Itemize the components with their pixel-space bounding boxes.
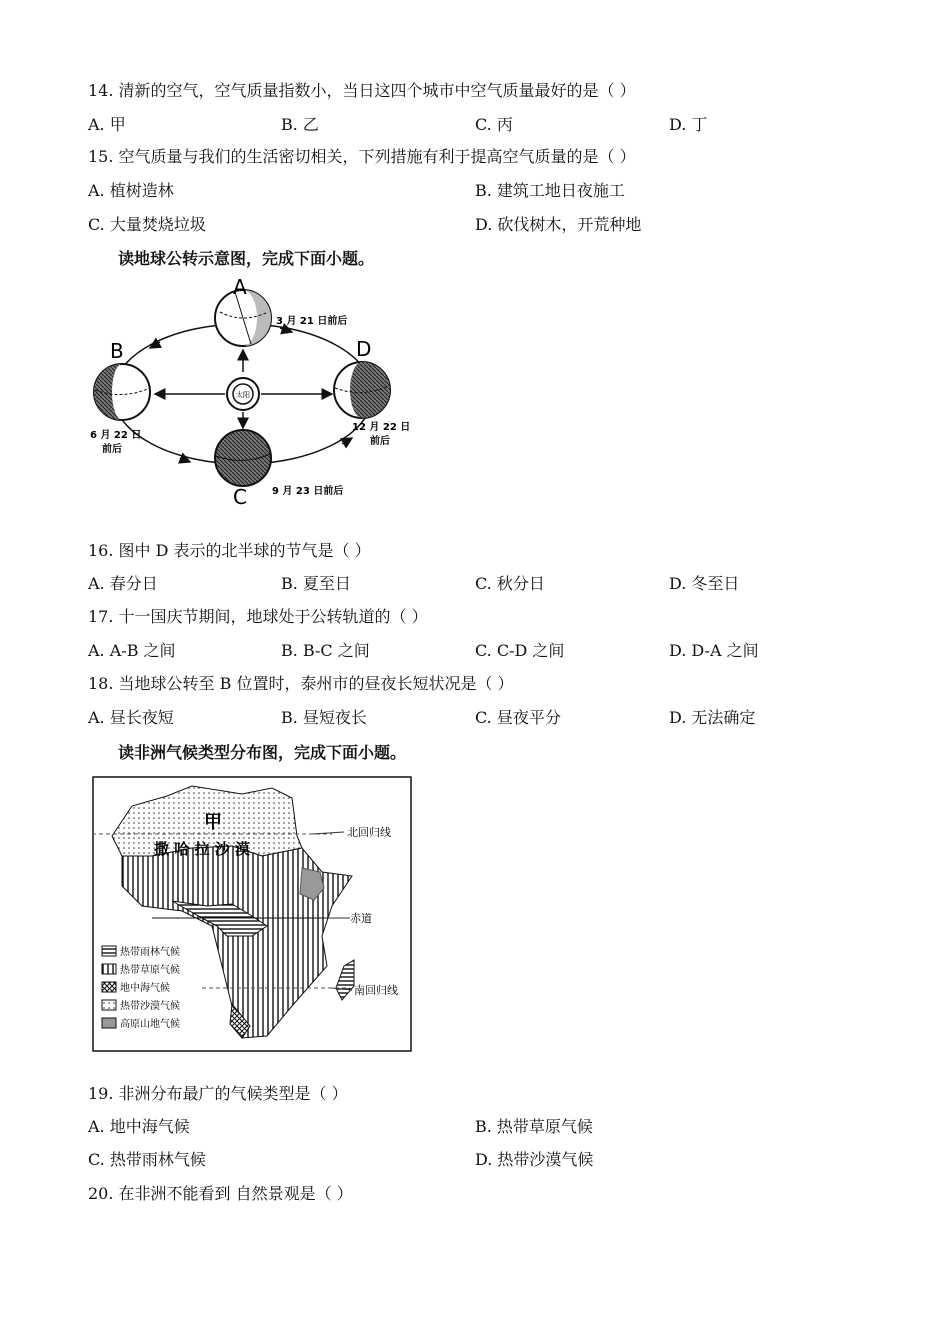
q14-option-b: B. 乙	[281, 115, 319, 134]
q16-option-b: B. 夏至日	[281, 574, 351, 593]
q14-option-a: A. 甲	[88, 115, 126, 134]
q16-option-c: C. 秋分日	[475, 574, 545, 593]
label-b: B	[110, 339, 124, 363]
label-d: D	[356, 337, 372, 361]
date-d-2: 前后	[370, 436, 390, 447]
date-b-1: 6 月 22 日	[90, 430, 142, 441]
q19-option-b: B. 热带草原气候	[475, 1117, 593, 1136]
q18-option-b: B. 昼短夜长	[281, 708, 367, 727]
q18-option-a: A. 昼长夜短	[88, 708, 174, 727]
label-tropic-south: 南回归线	[354, 984, 398, 997]
q19-option-a: A. 地中海气候	[88, 1117, 190, 1136]
q16-stem: 16. 图中 D 表示的北半球的节气是（ ）	[88, 541, 371, 560]
q18-stem: 18. 当地球公转至 B 位置时，泰州市的昼夜长短状况是（ ）	[88, 674, 514, 693]
label-c: C	[233, 485, 247, 509]
q18-option-d: D. 无法确定	[669, 708, 756, 727]
q20-stem: 20. 在非洲不能看到 自然景观是（ ）	[88, 1184, 353, 1203]
q19-stem: 19. 非洲分布最广的气候类型是（ ）	[88, 1084, 348, 1103]
q17-option-c: C. C-D 之间	[475, 641, 565, 660]
date-a: 3 月 21 日前后	[276, 316, 348, 327]
q17-stem: 17. 十一国庆节期间，地球处于公转轨道的（ ）	[88, 607, 428, 626]
legend-3: 地中海气候	[120, 983, 170, 994]
q14-option-c: C. 丙	[475, 115, 513, 134]
earth-b-icon	[94, 364, 150, 420]
orbit-figure	[80, 272, 430, 512]
q15-option-a: A. 植树造林	[88, 181, 174, 200]
sun-icon	[227, 378, 259, 410]
date-d-1: 12 月 22 日	[352, 422, 411, 433]
legend-4: 热带沙漠气候	[120, 1001, 180, 1012]
q18-option-c: C. 昼夜平分	[475, 708, 561, 727]
q14-option-d: D. 丁	[669, 115, 708, 134]
earth-c-icon	[215, 430, 271, 486]
q15-option-d: D. 砍伐树木，开荒种地	[475, 215, 642, 234]
q14-stem: 14. 清新的空气，空气质量指数小，当日这四个城市中空气质量最好的是（ ）	[88, 81, 636, 100]
sun-label: 太阳	[236, 391, 250, 399]
earth-d-icon	[334, 362, 390, 418]
legend-1: 热带雨林气候	[120, 947, 180, 958]
q15-stem: 15. 空气质量与我们的生活密切相关，下列措施有利于提高空气质量的是（ ）	[88, 147, 636, 166]
legend-2: 热带草原气候	[120, 965, 180, 976]
q16-option-d: D. 冬至日	[669, 574, 740, 593]
label-equator: 赤道	[350, 912, 372, 925]
orbit-intro: 读地球公转示意图，完成下面小题。	[118, 249, 375, 268]
legend-5: 高原山地气候	[120, 1019, 180, 1030]
q17-option-b: B. B-C 之间	[281, 641, 370, 660]
q19-option-c: C. 热带雨林气候	[88, 1150, 206, 1169]
q17-option-d: D. D-A 之间	[669, 641, 759, 660]
q15-option-c: C. 大量焚烧垃圾	[88, 215, 206, 234]
label-sahara: 撒 哈 拉 沙 漠	[154, 840, 250, 858]
africa-intro: 读非洲气候类型分布图，完成下面小题。	[118, 743, 407, 762]
africa-map	[92, 776, 414, 1056]
q19-option-d: D. 热带沙漠气候	[475, 1150, 594, 1169]
date-c: 9 月 23 日前后	[272, 486, 344, 497]
label-a: A	[233, 275, 247, 299]
date-b-2: 前后	[102, 444, 122, 455]
q17-option-a: A. A-B 之间	[88, 641, 176, 660]
q15-option-b: B. 建筑工地日夜施工	[475, 181, 625, 200]
q16-option-a: A. 春分日	[88, 574, 158, 593]
label-jia: 甲	[204, 812, 222, 833]
label-tropic-north: 北回归线	[347, 826, 391, 839]
